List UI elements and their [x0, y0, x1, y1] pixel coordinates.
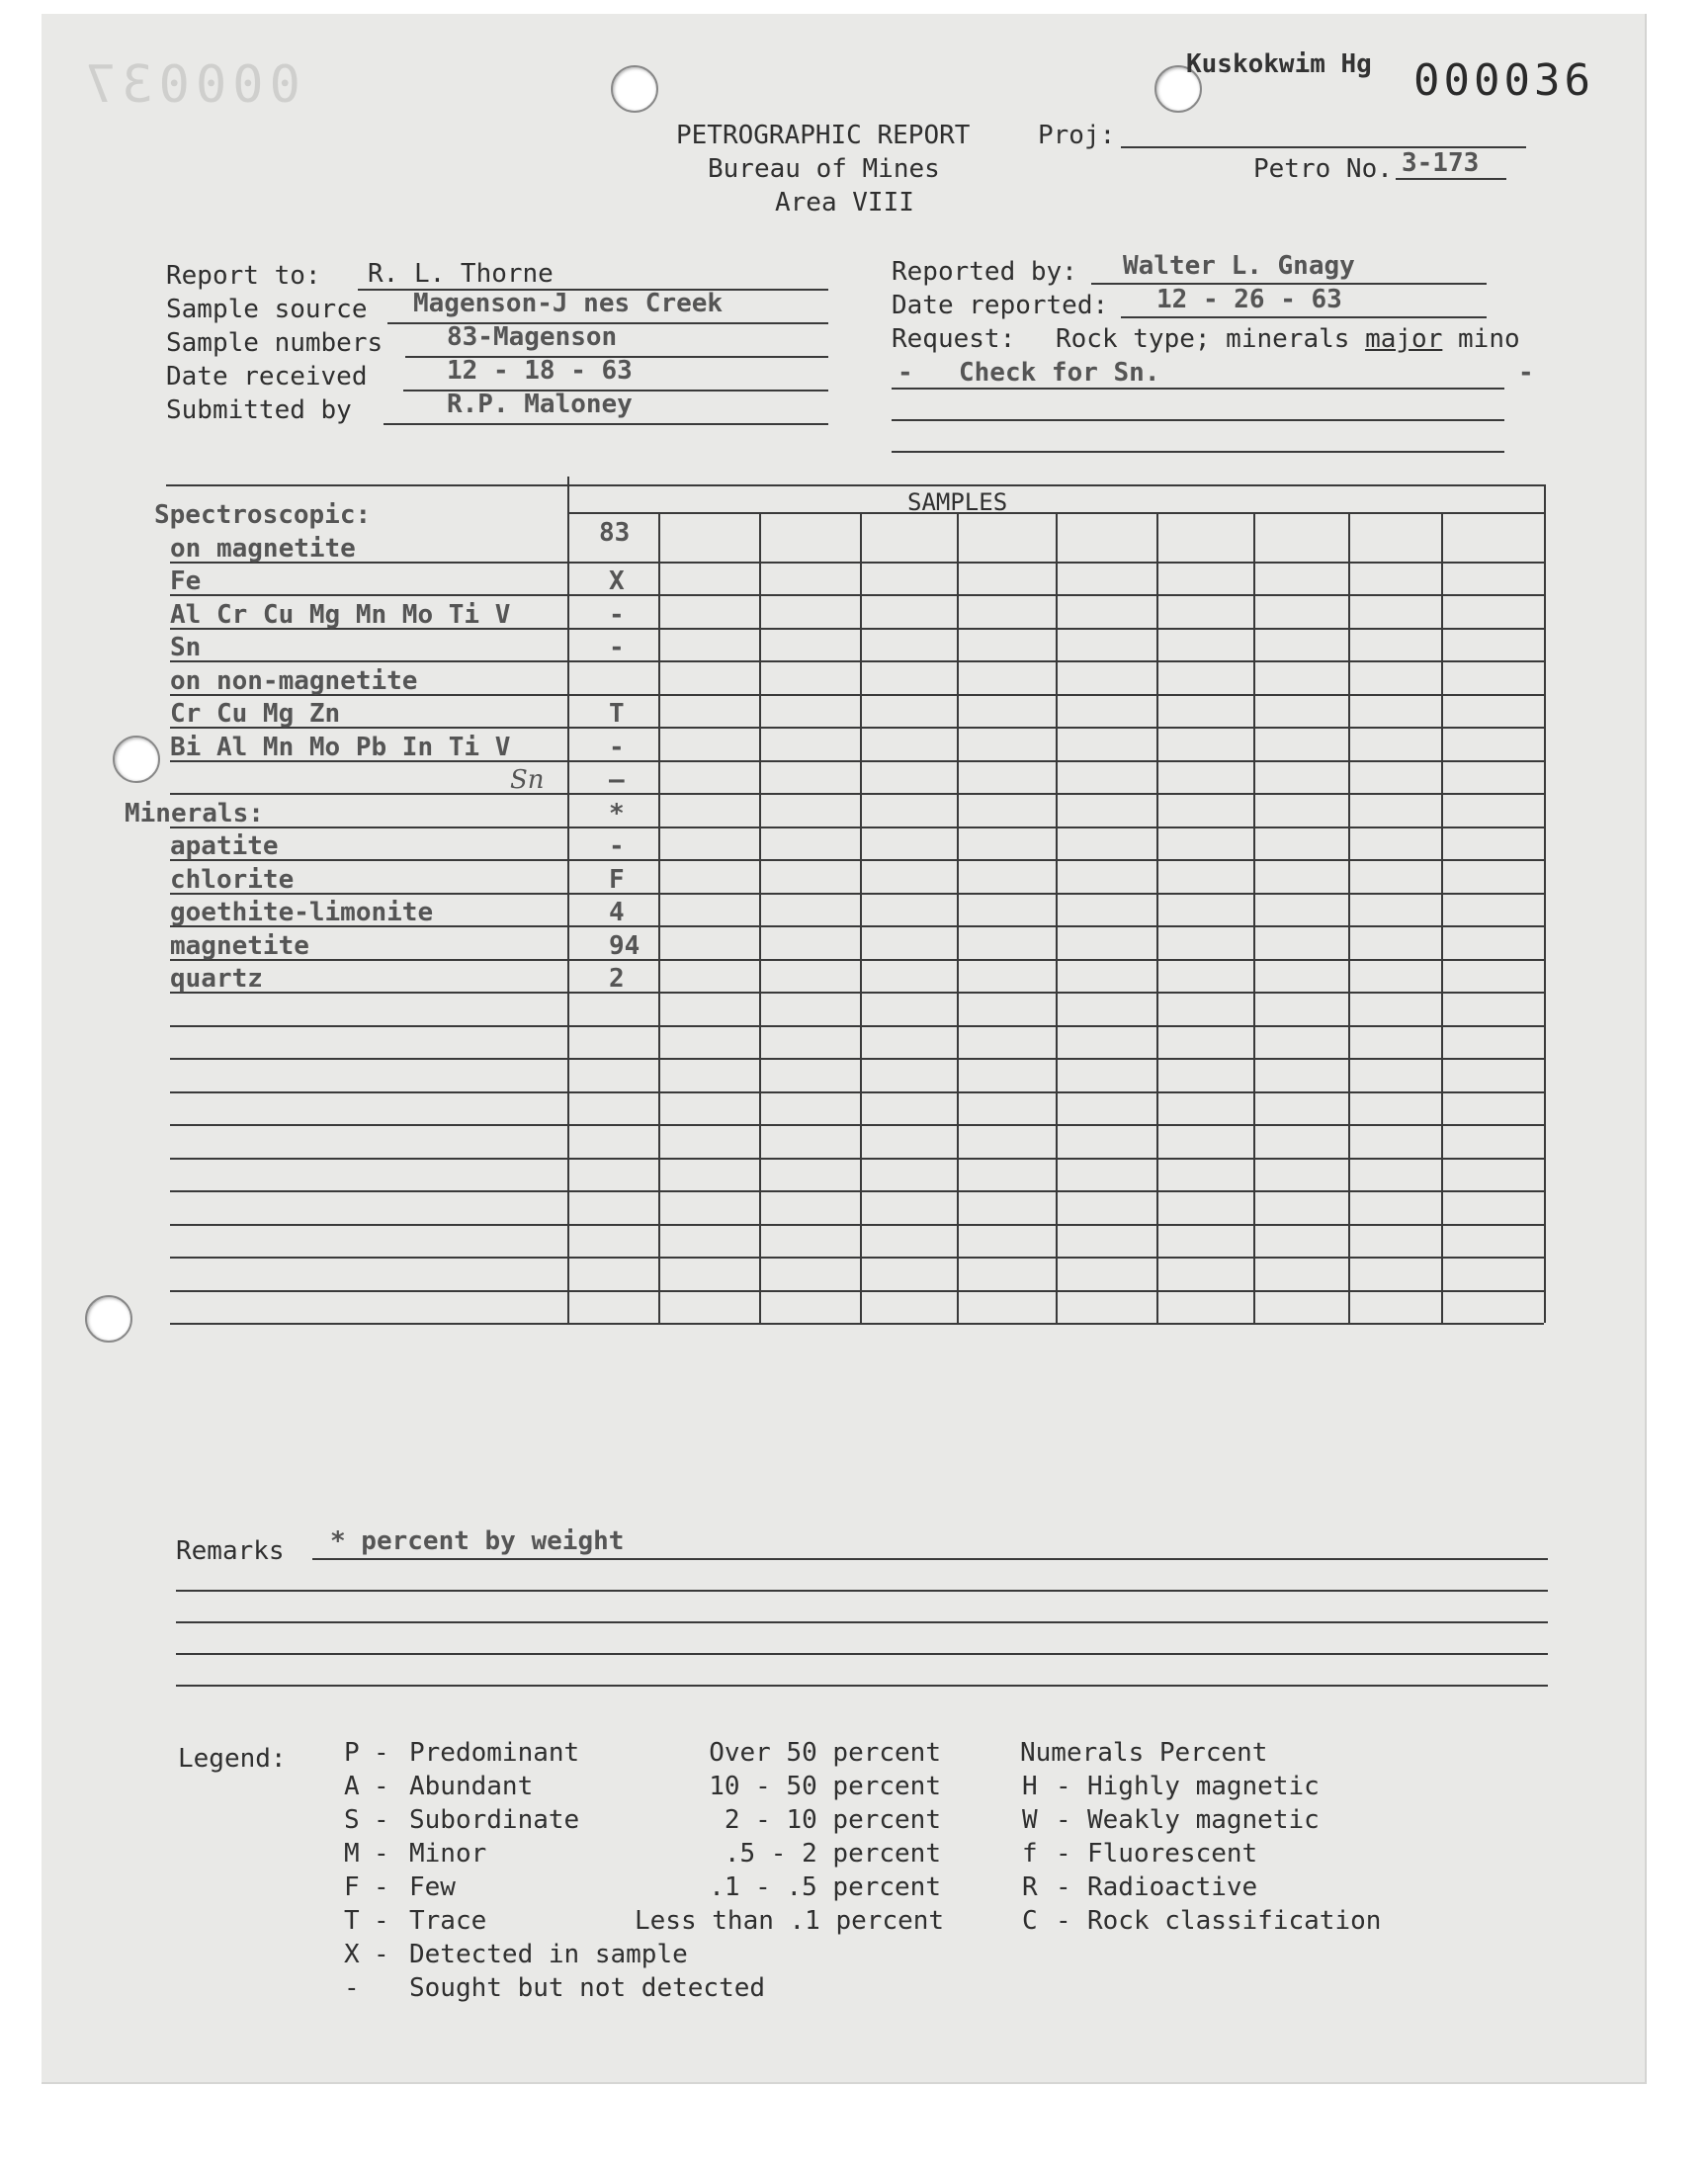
table-row-line — [170, 893, 1544, 895]
bureau-name: Bureau of Mines — [708, 154, 940, 184]
table-row-value: - — [609, 733, 625, 762]
legend-range: 10 - 50 percent — [709, 1772, 941, 1801]
date-reported-value: 12 - 26 - 63 — [1156, 285, 1342, 314]
report-to-value: R. L. Thorne — [368, 259, 554, 289]
table-top-border — [166, 484, 1544, 486]
legend-right-dash: - — [1056, 1906, 1071, 1936]
remarks-line-4 — [176, 1653, 1548, 1655]
table-row-line — [170, 1025, 1544, 1027]
legend-desc: Sought but not detected — [409, 1973, 766, 2003]
punch-hole-left-upper — [113, 736, 160, 783]
table-column-line — [1348, 512, 1350, 1323]
report-to-label: Report to: — [166, 261, 321, 291]
remarks-label: Remarks — [176, 1536, 285, 1566]
legend-right-code: C — [1022, 1906, 1038, 1936]
request-text-post: mino — [1442, 324, 1520, 354]
date-received-label: Date received — [166, 362, 368, 392]
table-row-line — [170, 1091, 1544, 1093]
table-column-line — [1441, 512, 1443, 1323]
remarks-line-5 — [176, 1685, 1548, 1687]
request-line-2 — [892, 388, 1504, 390]
legend-dash: - — [374, 1906, 389, 1936]
table-row-label: quartz — [170, 964, 263, 994]
legend-desc: Abundant — [409, 1772, 534, 1801]
table-row-line — [170, 992, 1544, 994]
table-row-label: Cr Cu Mg Zn — [170, 699, 341, 729]
table-row-value: – — [609, 765, 625, 795]
table-row-value: 2 — [609, 964, 625, 994]
legend-dash: - — [374, 1940, 389, 1969]
legend-right-code: f — [1022, 1839, 1038, 1869]
table-row-line — [170, 1290, 1544, 1292]
request-line2: Check for Sn. — [959, 358, 1160, 388]
table-row-value: F — [609, 865, 625, 895]
report-page — [42, 14, 1647, 2084]
table-row-label: Spectroscopic: — [154, 500, 372, 530]
table-row-value: - — [609, 831, 625, 861]
legend-code: M — [344, 1839, 360, 1869]
legend-desc: Few — [409, 1872, 456, 1902]
table-row-label: on non-magnetite — [170, 666, 418, 696]
table-row-value: - — [609, 600, 625, 630]
legend-label: Legend: — [178, 1744, 287, 1774]
legend-dash: - — [374, 1738, 389, 1768]
legend-range: 2 - 10 percent — [724, 1805, 941, 1835]
legend-range: Over 50 percent — [709, 1738, 941, 1768]
legend-right-code: W — [1022, 1805, 1038, 1835]
request-text-pre: Rock type; minerals — [1056, 324, 1366, 354]
legend-desc: Predominant — [409, 1738, 580, 1768]
table-row-label: Fe — [170, 566, 202, 596]
legend-dash: - — [374, 1772, 389, 1801]
stamp-number: 000036 — [1413, 55, 1594, 106]
sample-numbers-value: 83-Magenson — [447, 322, 618, 352]
table-column-line — [957, 512, 959, 1323]
table-row-label: Al Cr Cu Mg Mn Mo Ti V — [170, 600, 511, 630]
report-title: PETROGRAPHIC REPORT — [676, 121, 971, 150]
legend-right-dash: - — [1056, 1839, 1071, 1869]
submitted-by-value: R.P. Maloney — [447, 390, 633, 419]
table-right-header-line — [1544, 484, 1546, 512]
legend-code: X — [344, 1940, 360, 1969]
area-name: Area VIII — [775, 188, 914, 218]
remarks-line-1 — [312, 1558, 1548, 1560]
table-row-label: Sn — [170, 633, 202, 662]
ghost-stamp-number: 000037 — [79, 55, 300, 115]
samples-header: SAMPLES — [907, 488, 1008, 516]
legend-range: .1 - .5 percent — [709, 1872, 941, 1902]
table-row-label: on magnetite — [170, 534, 356, 564]
table-column-line — [658, 512, 660, 1323]
table-row-line — [170, 826, 1544, 828]
table-row-line — [170, 660, 1544, 662]
request-line-3 — [892, 419, 1504, 421]
legend-desc: Subordinate — [409, 1805, 580, 1835]
table-row-value: - — [609, 633, 625, 662]
table-row-line — [170, 959, 1544, 961]
legend-dash: - — [374, 1839, 389, 1869]
request-line2-end: - — [1518, 358, 1534, 388]
remarks-line-3 — [176, 1621, 1548, 1623]
table-column-line — [1544, 512, 1546, 1323]
table-row-line — [170, 793, 1544, 795]
legend-code: F — [344, 1872, 360, 1902]
legend-code: P — [344, 1738, 360, 1768]
table-column-line — [1056, 512, 1058, 1323]
proj-label: Proj: — [1038, 121, 1116, 150]
date-reported-line — [1121, 316, 1487, 318]
legend-desc: Trace — [409, 1906, 487, 1936]
legend-right-desc: Highly magnetic — [1087, 1772, 1320, 1801]
legend-right-title: Numerals Percent — [1020, 1738, 1268, 1768]
punch-hole-top-left — [611, 65, 658, 113]
request-major: major — [1365, 324, 1443, 354]
legend-right-desc: Fluorescent — [1087, 1839, 1258, 1869]
table-row-line — [170, 1158, 1544, 1160]
table-row-line — [170, 1323, 1544, 1325]
legend-code: S — [344, 1805, 360, 1835]
legend-code: - — [344, 1973, 360, 2003]
legend-right-dash: - — [1056, 1872, 1071, 1902]
legend-right-dash: - — [1056, 1772, 1071, 1801]
legend-code: A — [344, 1772, 360, 1801]
stamp-label: Kuskokwim Hg — [1186, 49, 1372, 79]
table-column-line — [567, 477, 569, 1323]
submitted-by-label: Submitted by — [166, 395, 352, 425]
table-row-label: Sn — [510, 765, 545, 795]
submitted-by-line — [384, 423, 828, 425]
request-line-4 — [892, 451, 1504, 453]
legend-desc: Minor — [409, 1839, 487, 1869]
date-received-value: 12 - 18 - 63 — [447, 356, 633, 386]
table-row-label: Bi Al Mn Mo Pb In Ti V — [170, 733, 511, 762]
table-row-line — [170, 1190, 1544, 1192]
date-reported-label: Date reported: — [892, 291, 1109, 320]
legend-code: T — [344, 1906, 360, 1936]
legend-range: Less than .1 percent — [635, 1906, 945, 1936]
legend-right-dash: - — [1056, 1805, 1071, 1835]
petro-no-label: Petro No. — [1253, 154, 1393, 184]
table-row-value: T — [609, 699, 625, 729]
request-label: Request: — [892, 324, 1016, 354]
remarks-value: * percent by weight — [330, 1526, 625, 1556]
table-row-line — [170, 1058, 1544, 1060]
table-row-label: magnetite — [170, 931, 309, 961]
table-row-line — [170, 1124, 1544, 1126]
legend-dash: - — [374, 1872, 389, 1902]
table-row-line — [170, 1257, 1544, 1259]
table-row-label: apatite — [170, 831, 279, 861]
table-column-line — [860, 512, 862, 1323]
reported-by-label: Reported by: — [892, 257, 1077, 287]
table-column-line — [1253, 512, 1255, 1323]
table-row-label: Minerals: — [125, 799, 264, 828]
petro-no-value: 3-173 — [1402, 148, 1480, 178]
petro-no-line — [1396, 178, 1506, 180]
reported-by-value: Walter L. Gnagy — [1123, 251, 1355, 281]
legend-right-desc: Rock classification — [1087, 1906, 1382, 1936]
request-line2-dash: - — [897, 358, 913, 388]
table-row-line — [170, 1224, 1544, 1226]
legend-right-code: H — [1022, 1772, 1038, 1801]
legend-right-code: R — [1022, 1872, 1038, 1902]
table-row-line — [170, 859, 1544, 861]
table-row-line — [170, 562, 1544, 564]
legend-dash: - — [374, 1805, 389, 1835]
sample-number-83: 83 — [599, 518, 631, 548]
table-row-label: goethite-limonite — [170, 898, 434, 927]
legend-right-desc: Radioactive — [1087, 1872, 1258, 1902]
legend-range: .5 - 2 percent — [724, 1839, 941, 1869]
sample-source-value: Magenson-J nes Creek — [413, 289, 724, 318]
table-row-value: 94 — [609, 931, 640, 961]
table-column-line — [1156, 512, 1158, 1323]
table-row-value: * — [609, 799, 625, 828]
table-column-line — [759, 512, 761, 1323]
request-text — [1056, 324, 1520, 354]
table-row-value: 4 — [609, 898, 625, 927]
punch-hole-left-lower — [85, 1295, 132, 1343]
table-row-value: X — [609, 566, 625, 596]
sample-numbers-label: Sample numbers — [166, 328, 384, 358]
table-row-line — [170, 727, 1544, 729]
table-row-label: chlorite — [170, 865, 295, 895]
legend-right-desc: Weakly magnetic — [1087, 1805, 1320, 1835]
legend-desc: Detected in sample — [409, 1940, 688, 1969]
table-row-line — [170, 594, 1544, 596]
remarks-line-2 — [176, 1590, 1548, 1592]
sample-source-label: Sample source — [166, 295, 368, 324]
